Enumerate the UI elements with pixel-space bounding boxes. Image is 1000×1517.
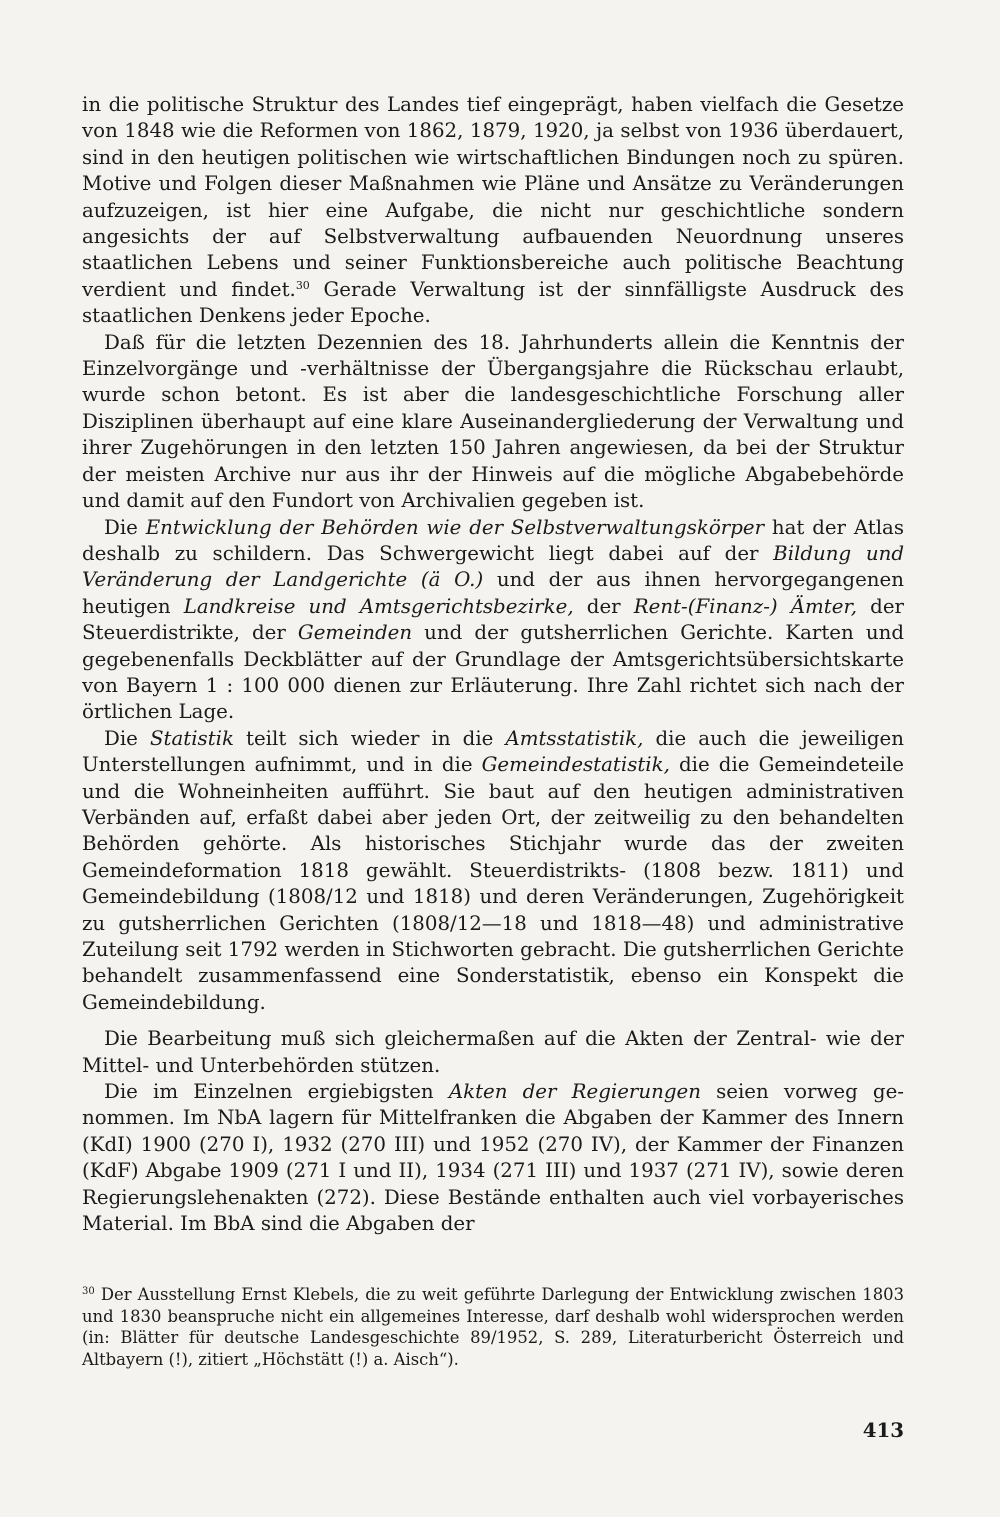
- footnote-30: [82, 1284, 904, 1370]
- paragraph: [82, 1026, 904, 1079]
- emphasis-text: Gemeinden: [297, 621, 413, 645]
- page-number: 413: [862, 1418, 904, 1442]
- emphasis-text: Akten der Regierungen: [448, 1080, 701, 1104]
- text-run: die auch die jeweiligen Unterstellungen aufnimmt, und in die: [82, 726, 905, 777]
- emphasis-text: Rent-(Finanz-) Ämter,: [633, 594, 858, 618]
- text-run: und der gutsherrlichen Gerichte. Karten und gegebenenfalls Deckblätter auf der Grundlage der Amtsgerichtsübersichtskarte von Bayern 1 : 100 000 dienen zur Erläuterung. Ihre Zahl richtet sich nach der örtlichen Lage.: [82, 621, 904, 724]
- paragraph: [82, 330, 904, 515]
- text-run: hat der Atlas deshalb zu schildern. Das Schwergewicht liegt dabei auf der: [82, 515, 905, 565]
- emphasis-text: Entwicklung der Behörden wie der Selbstverwaltungskörper: [145, 515, 765, 539]
- paragraph: [82, 515, 904, 726]
- paragraph: [82, 726, 904, 1016]
- emphasis-text: Statistik: [149, 726, 234, 750]
- emphasis-text: Gemeindestatistik,: [481, 753, 670, 777]
- text-run: Daß für die letzten Dezennien des 18. Jahrhunderts allein die Kenntnis der Einzelvorgänge und -verhältnisse der Übergangsjahre die Rückschau erlaubt, wurde schon betont. Es ist aber die landesgeschichtliche Forschung aller Disziplinen überhaupt auf eine klare Auseinandergliederung der Verwaltung und ihrer Zugehörungen in den letzten 150 Jahren angewiesen, da bei der Struktur der meisten Archive nur aus ihr der Hinweis auf die mögliche Abgabebehörde und damit auf den Fundort von Archivalien gegeben ist.: [82, 330, 904, 513]
- text-run: Die: [104, 726, 150, 750]
- text-run: Die: [104, 515, 146, 539]
- paragraph: [82, 1079, 904, 1237]
- text-run: teilt sich wieder in die: [233, 726, 506, 750]
- text-run: Gerade Verwaltung ist der sinnfälligste Ausdruck des staatlichen Denkens jeder Epoche.: [82, 277, 904, 328]
- footnote-text: Der Ausstellung Ernst Klebels, die zu weit geführte Darlegung der Entwicklung zwischen 1803 und 1830 beanspruche nicht ein allgemeines Interesse, darf deshalb wohl widersprochen werden (in: Blätter für deutsche Landesgeschichte 89/1952, S. 289, Literaturbericht Österreich und Altbayern (!), zitiert „Höchstätt (!) a. Aisch“).: [82, 1285, 904, 1369]
- text-run: Die im Einzelnen ergiebigsten: [104, 1080, 449, 1104]
- text-run: Die Bearbeitung muß sich gleichermaßen auf die Akten der Zentral- wie der Mittel- und Unterbehörden stützen.: [82, 1027, 904, 1077]
- text-run: seien vorweg genommen. Im NbA lagern für Mittelfranken die Abgaben der Kammer des Innern (KdI) 1900 (270 I), 1932 (270 III) und 1952 (270 IV), der Kammer der Finanzen (KdF) Abgabe 1909 (271 I und II), 1934 (271 III) und 1937 (271 IV), sowie deren Regierungslehenakten (272). Diese Bestände enthalten auch viel vorbayerisches Material. Im BbA sind die Abgaben der: [82, 1080, 904, 1236]
- footnote-reference: 30: [295, 278, 310, 292]
- text-run: und der aus ihnen hervorgegangenen heutigen: [82, 568, 904, 618]
- text-run: die die Gemeindeteile und die Wohneinheiten aufführt. Sie baut auf den heutigen administrativen Verbänden auf, erfaßt dabei aber jeden Ort, der zeitweilig zu den behandelten Behörden gehörte. Als historisches Stichjahr wurde das der zweiten Gemeindeformation 1818 gewählt. Steuerdistrikts- (1808 bezw. 1811) und Gemeindebildung (1808/12 und 1818) und deren Veränderungen, Zugehörigkeit zu gutsherrlichen Gerichten (1808/12—18 und 1818—48) und administrative Zuteilung seit 1792 werden in Stichworten gebracht. Die gutsherrlichen Gerichte behandelt zusammenfassend eine Sonderstatistik, ebenso ein Konspekt die Gemeindebildung.: [82, 753, 904, 1014]
- emphasis-text: Bildung und Veränderung der Landgerichte (ä O.): [82, 541, 904, 592]
- text-run: der: [573, 594, 634, 618]
- footnote-marker: 30: [82, 1286, 95, 1297]
- text-run: in die politische Struktur des Landes tief eingeprägt, haben vielfach die Gesetze von 1848 wie die Reformen von 1862, 1879, 1920, ja selbst von 1936 überdauert, sind in den heutigen politischen wie wirtschaftlichen Bindungen noch zu spüren. Motive und Folgen dieser Maßnahmen wie Pläne und Ansätze zu Veränderungen aufzuzeigen, ist hier eine Aufgabe, die nicht nur geschichtliche sondern angesichts der auf Selbstverwaltung aufbauenden Neuordnung unseres staatlichen Lebens und seiner Funktionsbereiche auch politische Beachtung verdient und findet.: [82, 93, 904, 301]
- emphasis-text: Landkreise und Amtsgerichtsbezirke,: [183, 594, 574, 618]
- body-text: [82, 92, 904, 1237]
- paragraph: [82, 92, 904, 330]
- emphasis-text: Amtsstatistik,: [505, 726, 644, 750]
- text-run: der Steuerdistrikte, der: [82, 594, 905, 645]
